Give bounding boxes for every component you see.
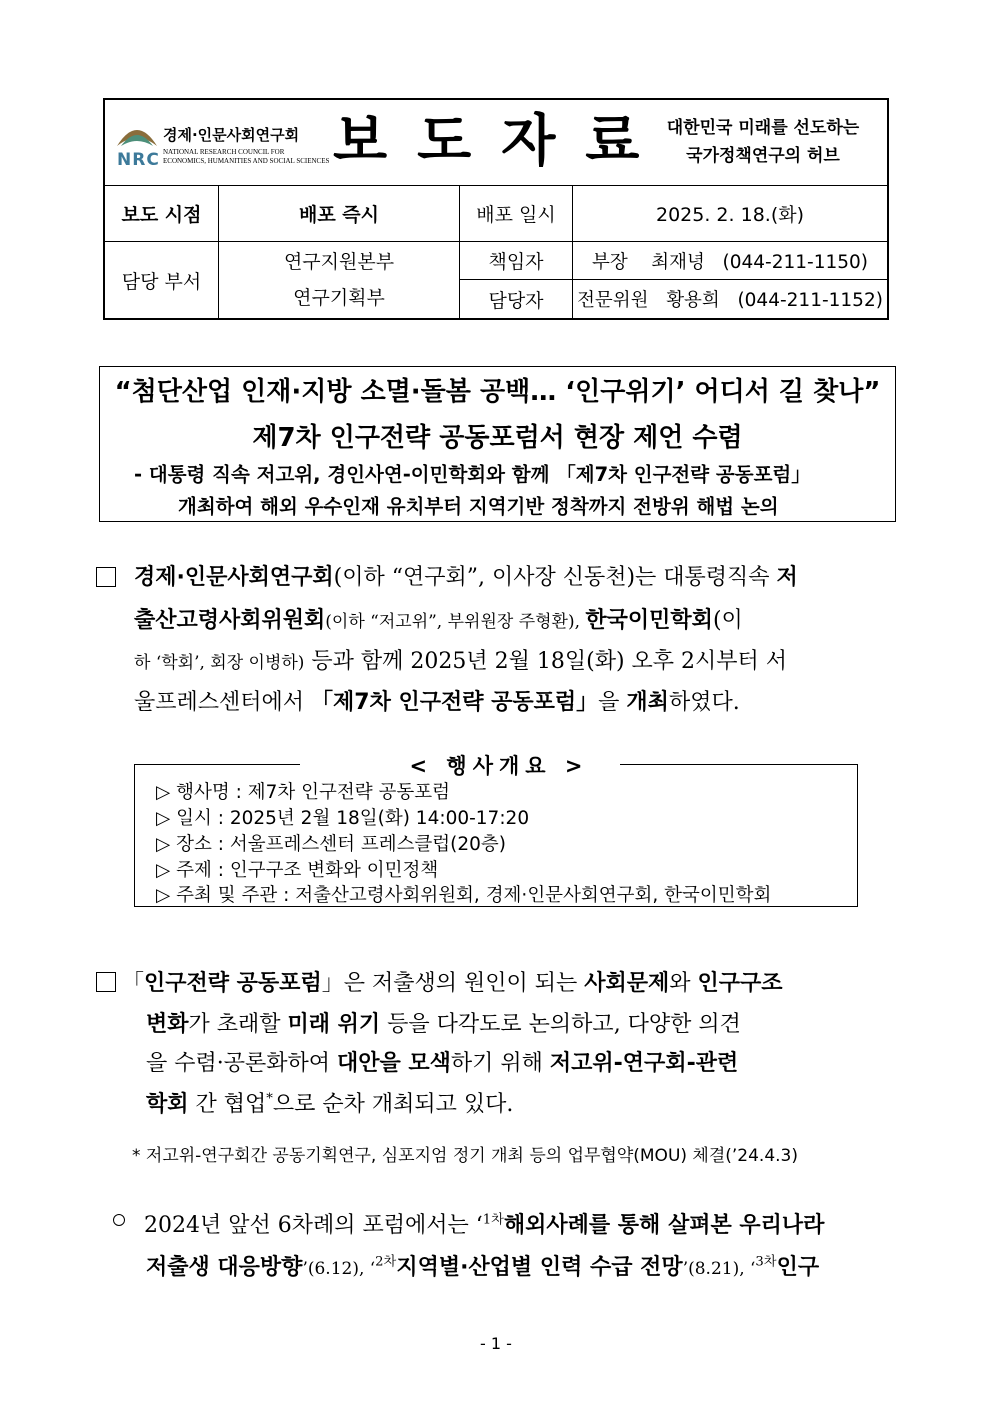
para2-line2: 변화가 초래할 미래 위기 등을 다각도로 논의하고, 다양한 의견 [146,1012,741,1037]
manager-label: 책임자 [460,242,572,280]
slogan-line1: 대한민국 미래를 선도하는 [666,118,860,138]
staff-value: 전문위원 황용희 (044-211-1152) [577,290,883,311]
para1-line2: 출산고령사회위원회(이하 “저고위”, 부위원장 주형환), 한국이민학회(이 [134,608,743,633]
distribution-date-value: 2025. 2. 18.(화) [656,204,804,226]
para2-line4: 학회 간 협업*으로 순차 개최되고 있다. [146,1091,514,1117]
event-item-organizers: ▷ 주최 및 주관 : 저출산고령사회위원회, 경제·인문사회연구회, 한국이민학회 [156,885,772,906]
logo-english-line2: ECONOMICS, HUMANITIES AND SOCIAL SCIENCES [163,157,330,165]
headline-title: 제7차 인구전략 공동포럼서 현장 제언 수렴 [252,423,743,453]
circle-bullet-icon [113,1214,125,1226]
headline-subtitle-2: 개최하여 해외 우수인재 유치부터 지역기반 정착까지 전방위 해법 논의 [178,495,779,518]
event-item-place: ▷ 장소 : 서울프레스센터 프레스클럽(20층) [156,834,507,855]
release-time-label: 보도 시점 [105,186,219,241]
org-name: 경제·인문사회연구회 [134,565,334,590]
headline-box [99,366,896,522]
distribution-date-label: 배포 일시 [460,186,573,241]
page-number: - 1 - [480,1334,512,1353]
role-labels [460,242,573,318]
release-info-row [105,186,887,242]
nrc-emblem-icon [115,120,159,148]
event-overview-title: < 행사개요 > [386,750,612,780]
nrc-logo [111,118,330,170]
para3-line1: 2024년 앞선 6차례의 포럼에서는 ‘$^{1차}$해외사례를 통해 살펴본 우리나라 [144,1212,825,1238]
department-line1: 연구지원본부 [283,251,395,273]
document-title: 보도자료 [333,109,670,174]
headline-subtitle-1: - 대통령 직속 저고위, 경인사연-이민학회와 함께 「제7차 인구전략 공동포럼」 [134,463,811,486]
para2-line1: 「인구전략 공동포럼」은 저출생의 원인이 되는 사회문제와 인구구조 [122,971,783,996]
para1-line4: 울프레스센터에서 「제7차 인구전략 공동포럼」을 개최하였다. [134,690,740,715]
headline-quote: “첨단산업 인재·지방 소멸·돌봄 공백… ‘인구위기’ 어디서 길 찾나” [114,377,881,407]
event-item-name: ▷ 행사명 : 제7차 인구전략 공동포럼 [156,782,450,803]
para3-line2: 저출생 대응방향’(6.12), ‘$^{2차}$지역별·산업별 인력 수급 전망’(8.21), ‘$^{3차}$인구 [146,1254,820,1280]
slogan-line2: 국가정책연구의 허브 [686,146,840,166]
department-line2: 연구기획부 [293,287,385,309]
event-item-datetime: ▷ 일시 : 2025년 2월 18일(화) 14:00-17:20 [156,808,530,829]
footnote: * 저고위-연구회간 공동기획연구, 심포지엄 정기 개최 등의 업무협약(MOU) 체결(’24.4.3) [132,1146,799,1166]
role-values [573,242,887,318]
event-item-theme: ▷ 주제 : 인구구조 변화와 이민정책 [156,860,439,881]
manager-value: 부장 최재녕 (044-211-1150) [573,242,887,280]
logo-korean-name: 경제·인문사회연구회 [163,126,300,144]
para1-line1: 경제·인문사회연구회(이하 “연구회”, 이사장 신동천)는 대통령직속 저 [134,565,798,590]
contact-info-row [105,242,887,318]
header-top-row [105,100,887,186]
staff-label: 담당자 [488,289,544,312]
logo-abbreviation: NRC [117,150,160,170]
para2-line3: 을 수렴·공론화하여 대안을 모색하기 위해 저고위-연구회-관련 [146,1051,739,1076]
department-label: 담당 부서 [105,242,219,318]
press-release-header [103,98,889,320]
para1-line3: 하 ‘학회’, 회장 이병하) 등과 함께 2025년 2월 18일(화) 오후 2시부터 서 [134,649,788,674]
checkbox-square-icon-2 [96,972,116,992]
release-time-value: 배포 즉시 [219,186,460,241]
logo-english-line1: NATIONAL RESEARCH COUNCIL FOR [163,148,285,156]
checkbox-square-icon [96,567,116,587]
department-value [219,242,460,318]
slogan [653,114,873,170]
